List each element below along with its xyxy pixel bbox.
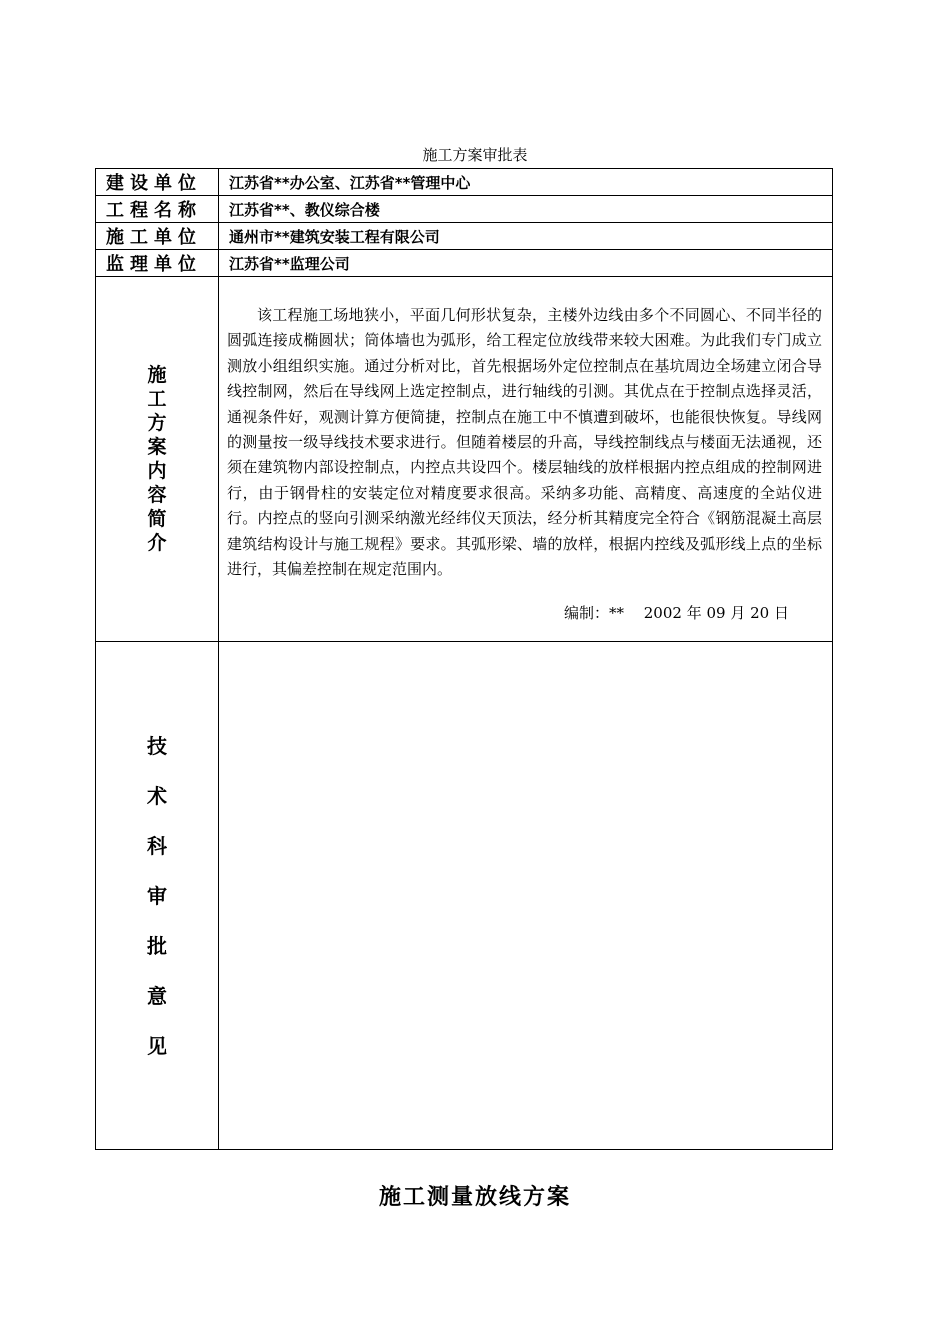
summary-label: 施 工 方 案 内 容 简 介 bbox=[96, 277, 219, 642]
value-construction-unit: 江苏省**办公室、江苏省**管理中心 bbox=[219, 169, 833, 196]
form-row-summary bbox=[96, 277, 833, 642]
summary-signature: 编制：** 2002 年 09 月 20 日 bbox=[564, 604, 789, 622]
review-label: 技 术 科 审 批 意 见 bbox=[96, 642, 219, 1150]
form-row-review bbox=[96, 642, 833, 1150]
label-construction-unit: 建设单位 bbox=[96, 169, 219, 196]
form-row-project-name bbox=[96, 196, 833, 223]
value-supervisor: 江苏省**监理公司 bbox=[219, 250, 833, 277]
label-supervisor: 监理单位 bbox=[96, 250, 219, 277]
document-heading: 施工测量放线方案 bbox=[378, 1184, 571, 1210]
label-project-name: 工程名称 bbox=[96, 196, 219, 223]
summary-content bbox=[219, 277, 833, 642]
form-row-supervisor bbox=[96, 250, 833, 277]
value-contractor: 通州市**建筑安装工程有限公司 bbox=[219, 223, 833, 250]
summary-text: 该工程施工场地狭小，平面几何形状复杂，主楼外边线由多个不同圆心、不同半径的圆弧连接成椭圆状；筒体墙也为弧形，给工程定位放线带来较大困难。为此我们专门成立测放小组组织实施。通过分析对比，首先根据场外定位控制点在基坑周边全场建立闭合导线控制网，然后在导线网上选定控制点，进行轴线的引测。其优点在于控制点选择灵活，通视条件好，观测计算方便简捷，控制点在施工中不慎遭到破坏，也能很快恢复。导线网的测量按一级导线技术要求进行。但随着楼层的升高，导线控制线点与楼面无法通视，还须在建筑物内部设控制点，内控点共设四个。楼层轴线的放样根据内控点组成的控制网进行，由于钢骨柱的安装定位对精度要求很高。采纳多功能、高精度、高速度的全站仪进行。内控点的竖向引测采纳激光经纬仪天顶法，经分析其精度完全符合《钢筋混凝土高层建筑结构设计与施工规程》要求。其弧形梁、墙的放样，根据内控线及弧形线上点的坐标进行，其偏差控制在规定范围内。 bbox=[227, 306, 822, 579]
value-project-name: 江苏省**、教仪综合楼 bbox=[219, 196, 833, 223]
form-row-contractor bbox=[96, 223, 833, 250]
form-row-construction-unit bbox=[96, 169, 833, 196]
form-title: 施工方案审批表 bbox=[422, 146, 528, 164]
review-opinion[interactable] bbox=[219, 642, 833, 1150]
label-contractor: 施工单位 bbox=[96, 223, 219, 250]
approval-form-table bbox=[95, 168, 833, 1150]
